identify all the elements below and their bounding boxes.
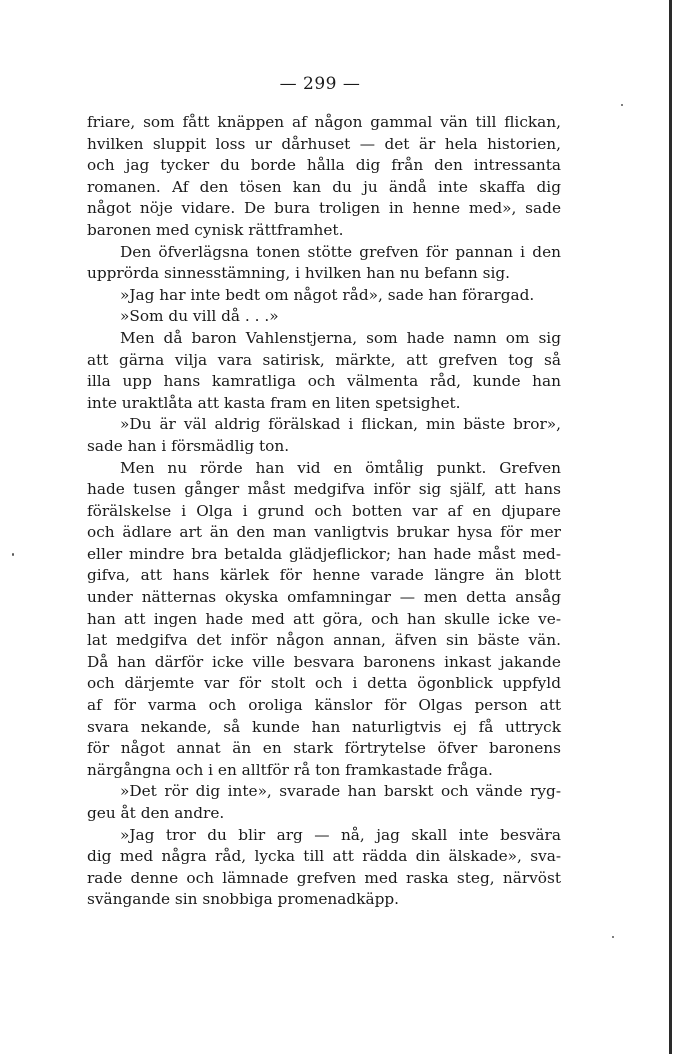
text-line: han att ingen hade med att göra, och han skulle icke ve- [87, 609, 561, 628]
ink-speck [612, 936, 614, 938]
text-line: hvilken sluppit loss ur dårhuset — det är hela historien, [87, 134, 561, 153]
text-line: rade denne och lämnade grefven med raska steg, närvöst [87, 868, 561, 887]
page-number: — 299 — [279, 74, 361, 94]
ink-speck [12, 553, 14, 556]
text-line: geu åt den andre. [87, 804, 225, 822]
text-line: inte uraktlåta att kasta fram en liten spetsighet. [87, 393, 461, 412]
text-line: hade tusen gånger måst medgifva inför sig själf, att hans [87, 480, 561, 499]
text-line: romanen. Af den tösen kan du ju ändå inte skaffa dig [87, 177, 561, 196]
text-line: »Jag tror du blir arg — nå, jag skall inte besvära [120, 825, 561, 844]
body-text [87, 112, 561, 911]
text-line: upprörda sinnesstämning, i hvilken han nu befann sig. [87, 264, 511, 283]
text-line: Men nu rörde han vid en ömtålig punkt. Grefven [120, 458, 561, 477]
text-line: dig med några råd, lycka till att rädda din älskade», sva- [87, 847, 561, 866]
text-line: Men då baron Vahlenstjerna, som hade namn om sig [120, 328, 561, 347]
text-line: illa upp hans kamratliga och välmenta råd, kunde han [87, 372, 561, 391]
text-line: baronen med cynisk rättframhet. [87, 220, 344, 239]
text-line: Den öfverlägsna tonen stötte grefven för pannan i den [120, 242, 561, 261]
text-line: och jag tycker du borde hålla dig från den intressanta [87, 156, 561, 175]
text-line: för något annat än en stark förtrytelse öfver baronens [87, 739, 561, 758]
text-line: »Du är väl aldrig förälskad i flickan, min bäste bror», [120, 415, 561, 434]
text-line: gifva, att hans kärlek för henne varade längre än blott [87, 566, 561, 585]
text-line: af för varma och oroliga känslor för Olgas person att [87, 696, 561, 715]
text-line: svängande sin snobbiga promenadkäpp. [87, 890, 400, 909]
text-line: och ädlare art än den man vanligtvis brukar hysa för mer [87, 523, 561, 542]
text-line: friare, som fått knäppen af någon gammal vän till flickan, [87, 113, 561, 131]
page-edge-border [669, 0, 672, 1054]
text-line: något nöje vidare. De bura troligen in henne med», sade [87, 199, 561, 218]
text-line: närgångna och i en alltför rå ton framkastade fråga. [87, 760, 493, 779]
ink-speck [621, 104, 623, 106]
text-line: förälskelse i Olga i grund och botten var af en djupare [87, 501, 561, 520]
text-line: eller mindre bra betalda glädjeflickor; han hade måst med- [87, 544, 561, 563]
text-line: »Jag har inte bedt om något råd», sade han förargad. [120, 285, 535, 304]
text-line: att gärna vilja vara satirisk, märkte, att grefven tog så [87, 350, 561, 369]
text-line: svara nekande, så kunde han naturligtvis ej få uttryck [87, 717, 561, 736]
text-line: under nätternas okyska omfamningar — men detta ansåg [87, 588, 561, 607]
text-line: sade han i försmädlig ton. [87, 436, 290, 455]
text-line: lat medgifva det inför någon annan, äfven sin bäste vän. [87, 631, 561, 650]
text-line: Då han därför icke ville besvara baronens inkast jakande [87, 652, 561, 671]
text-line: »Det rör dig inte», svarade han barskt och vände ryg- [120, 782, 561, 801]
text-line: och därjemte var för stolt och i detta ögonblick uppfyld [87, 674, 561, 693]
text-line: »Som du vill då . . .» [120, 307, 279, 326]
